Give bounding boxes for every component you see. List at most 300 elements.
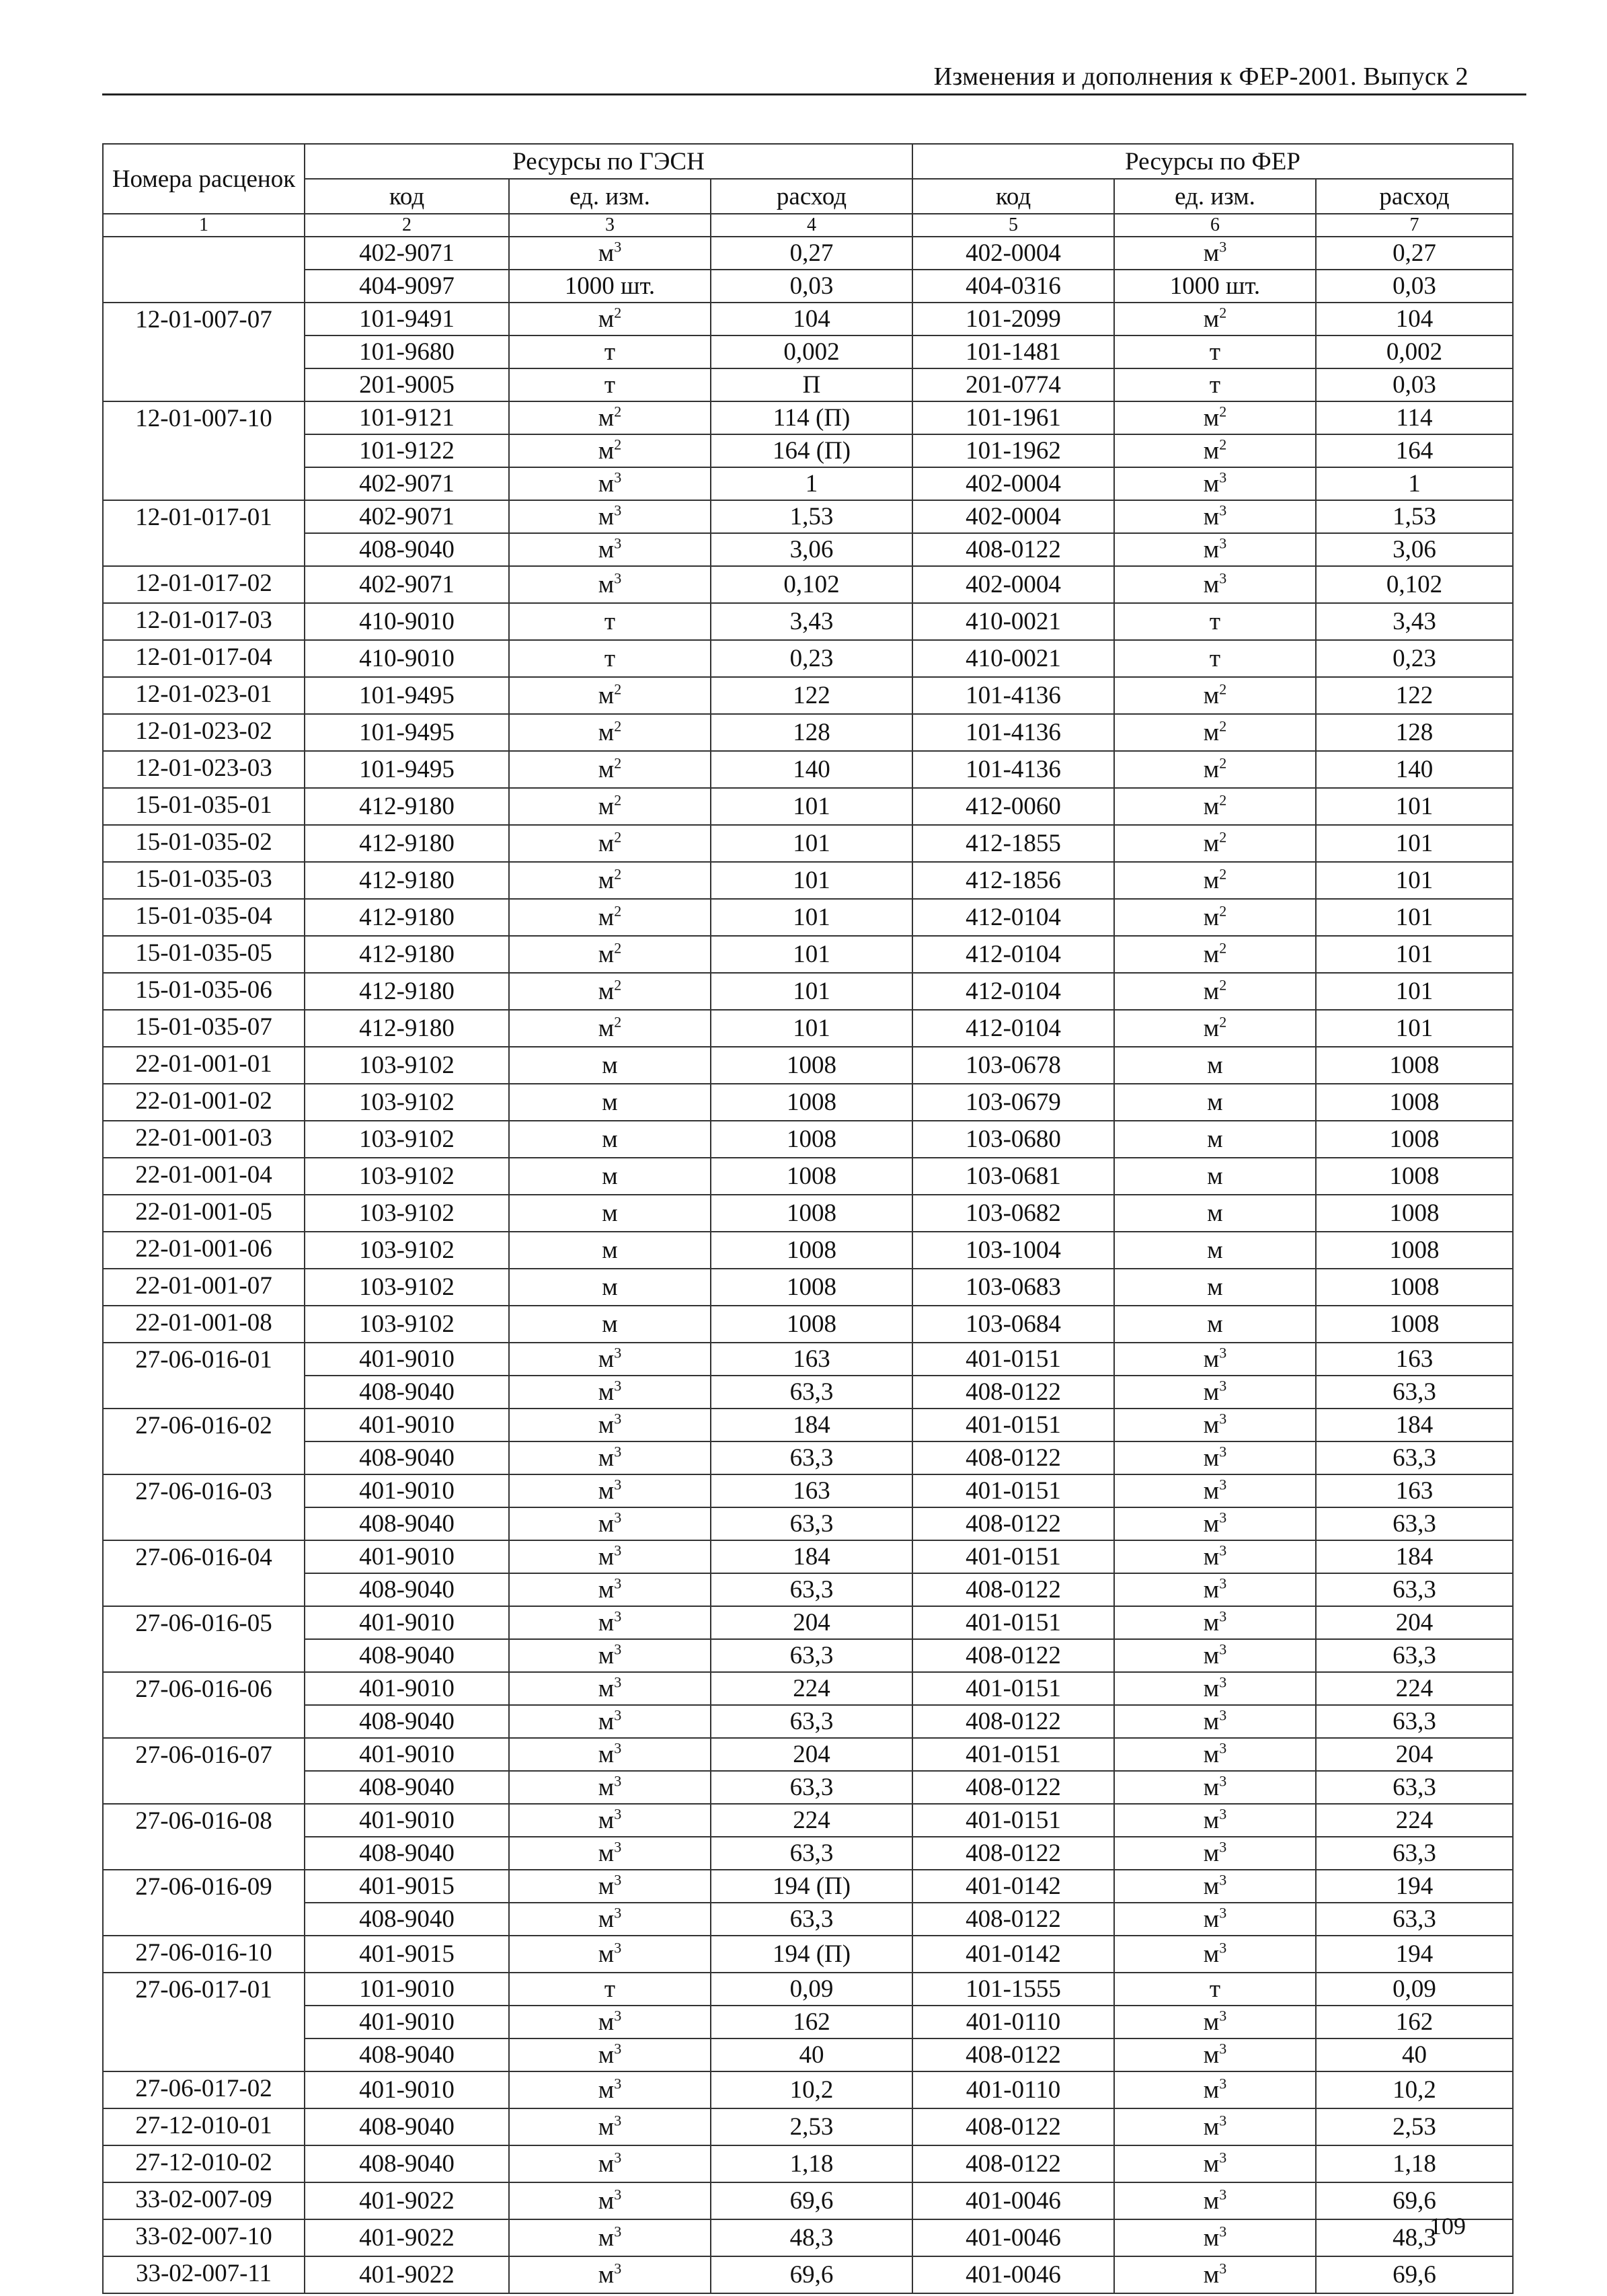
page-number: 109 <box>1429 2213 1466 2240</box>
table-row <box>103 1837 1513 1870</box>
fer-code-cell: 402-0004 <box>912 500 1114 533</box>
fer-unit-cell: $м^2$ <box>1114 401 1316 434</box>
gesn-code-cell: 408-9040 <box>305 1573 509 1606</box>
fer-code-cell: 101-4136 <box>912 714 1114 751</box>
gesn-unit-cell: $м^3$ <box>509 2108 711 2145</box>
column-header-gesn-unit: ед. изм. <box>509 179 711 214</box>
column-number: 2 <box>305 214 509 237</box>
rate-number-cell: 27-06-016-05 <box>103 1606 305 1672</box>
fer-code-cell: 103-0681 <box>912 1158 1114 1195</box>
fer-qty-cell: 40 <box>1316 2038 1513 2071</box>
fer-qty-cell: 101 <box>1316 862 1513 899</box>
rate-number-cell: 27-06-017-01 <box>103 1973 305 2071</box>
table-row <box>103 2256 1513 2293</box>
fer-qty-cell: 10,2 <box>1316 2071 1513 2108</box>
unit-exponent: 2 <box>1219 865 1227 883</box>
unit-exponent: 3 <box>1219 535 1227 552</box>
gesn-code-cell: 103-9102 <box>305 1084 509 1121</box>
fer-code-cell: 412-0104 <box>912 973 1114 1010</box>
gesn-unit-cell: 1000 шт. <box>509 270 711 303</box>
gesn-unit-cell: $м^2$ <box>509 825 711 862</box>
gesn-code-cell: 408-9040 <box>305 2108 509 2145</box>
gesn-code-cell: 412-9180 <box>305 936 509 973</box>
gesn-code-cell: 402-9071 <box>305 566 509 603</box>
gesn-code-cell: 401-9010 <box>305 2006 509 2038</box>
unit-exponent: 3 <box>1219 569 1227 587</box>
unit-exponent: 2 <box>614 304 622 321</box>
table-row <box>103 1047 1513 1084</box>
table-row <box>103 973 1513 1010</box>
unit-exponent: 3 <box>614 1939 622 1956</box>
gesn-qty-cell: 101 <box>711 788 912 825</box>
gesn-qty-cell: 3,43 <box>711 603 912 640</box>
unit-exponent: 3 <box>614 1509 622 1526</box>
gesn-qty-cell: 0,03 <box>711 270 912 303</box>
gesn-unit-cell: $м^3$ <box>509 237 711 270</box>
unit-exponent: 3 <box>1219 1344 1227 1361</box>
unit-exponent: 3 <box>614 1476 622 1493</box>
column-group-gesn: Ресурсы по ГЭСН <box>305 144 912 179</box>
gesn-code-cell: 408-9040 <box>305 1441 509 1474</box>
unit-exponent: 3 <box>614 1344 622 1361</box>
gesn-unit-cell: $м^3$ <box>509 1441 711 1474</box>
gesn-qty-cell: 0,09 <box>711 1973 912 2006</box>
fer-qty-cell: 128 <box>1316 714 1513 751</box>
fer-unit-cell: м <box>1114 1306 1316 1343</box>
gesn-unit-cell: $м^3$ <box>509 1903 711 1936</box>
fer-code-cell: 401-0142 <box>912 1936 1114 1973</box>
fer-unit-cell: $м^3$ <box>1114 2145 1316 2182</box>
gesn-code-cell: 402-9071 <box>305 467 509 500</box>
unit-exponent: 3 <box>614 1377 622 1394</box>
gesn-unit-cell: $м^2$ <box>509 1010 711 1047</box>
fer-qty-cell: 204 <box>1316 1738 1513 1771</box>
fer-unit-cell: $м^2$ <box>1114 751 1316 788</box>
unit-exponent: 2 <box>1219 680 1227 698</box>
fer-qty-cell: 1008 <box>1316 1306 1513 1343</box>
unit-exponent: 2 <box>1219 436 1227 453</box>
gesn-code-cell: 401-9010 <box>305 1606 509 1639</box>
table-row <box>103 1540 1513 1573</box>
unit-exponent: 2 <box>1219 304 1227 321</box>
unit-exponent: 3 <box>614 238 622 255</box>
gesn-qty-cell: 1008 <box>711 1269 912 1306</box>
gesn-qty-cell: 1008 <box>711 1232 912 1269</box>
fer-qty-cell: 1008 <box>1316 1121 1513 1158</box>
fer-qty-cell: 63,3 <box>1316 1639 1513 1672</box>
fer-qty-cell: 101 <box>1316 788 1513 825</box>
unit-exponent: 3 <box>1219 1739 1227 1757</box>
gesn-code-cell: 402-9071 <box>305 500 509 533</box>
fer-code-cell: 408-0122 <box>912 2145 1114 2182</box>
gesn-unit-cell: м <box>509 1158 711 1195</box>
fer-unit-cell: $м^3$ <box>1114 1573 1316 1606</box>
unit-exponent: 2 <box>614 436 622 453</box>
column-number: 6 <box>1114 214 1316 237</box>
table-row <box>103 1672 1513 1705</box>
gesn-unit-cell: $м^2$ <box>509 677 711 714</box>
gesn-code-cell: 408-9040 <box>305 2145 509 2182</box>
gesn-code-cell: 101-9121 <box>305 401 509 434</box>
gesn-unit-cell: $м^3$ <box>509 533 711 566</box>
fer-unit-cell: $м^3$ <box>1114 566 1316 603</box>
gesn-unit-cell: т <box>509 335 711 368</box>
gesn-code-cell: 408-9040 <box>305 1376 509 1409</box>
fer-qty-cell: 0,27 <box>1316 237 1513 270</box>
gesn-unit-cell: $м^3$ <box>509 1936 711 1973</box>
unit-exponent: 3 <box>1219 1509 1227 1526</box>
gesn-qty-cell: 101 <box>711 825 912 862</box>
rate-number-cell: 33-02-007-10 <box>103 2219 305 2256</box>
unit-exponent: 3 <box>614 1772 622 1790</box>
gesn-qty-cell: 63,3 <box>711 1903 912 1936</box>
gesn-qty-cell: 1008 <box>711 1084 912 1121</box>
fer-unit-cell: т <box>1114 640 1316 677</box>
fer-unit-cell: $м^3$ <box>1114 1606 1316 1639</box>
gesn-qty-cell: 101 <box>711 862 912 899</box>
unit-exponent: 3 <box>1219 1476 1227 1493</box>
gesn-qty-cell: 101 <box>711 1010 912 1047</box>
fer-code-cell: 103-0679 <box>912 1084 1114 1121</box>
fer-code-cell: 101-1481 <box>912 335 1114 368</box>
gesn-qty-cell: 204 <box>711 1738 912 1771</box>
fer-qty-cell: 63,3 <box>1316 1441 1513 1474</box>
rate-number-cell: 15-01-035-01 <box>103 788 305 825</box>
fer-code-cell: 408-0122 <box>912 533 1114 566</box>
table-row <box>103 788 1513 825</box>
unit-exponent: 2 <box>614 791 622 809</box>
unit-exponent: 3 <box>614 2040 622 2057</box>
gesn-qty-cell: 63,3 <box>711 1507 912 1540</box>
rate-number-cell: 15-01-035-04 <box>103 899 305 936</box>
unit-exponent: 2 <box>1219 791 1227 809</box>
gesn-qty-cell: 1008 <box>711 1306 912 1343</box>
gesn-unit-cell: $м^3$ <box>509 2256 711 2293</box>
fer-unit-cell: м <box>1114 1084 1316 1121</box>
fer-code-cell: 412-0104 <box>912 1010 1114 1047</box>
rate-number-cell: 15-01-035-02 <box>103 825 305 862</box>
fer-code-cell: 103-0684 <box>912 1306 1114 1343</box>
gesn-unit-cell: $м^3$ <box>509 1376 711 1409</box>
column-number: 1 <box>103 214 305 237</box>
gesn-qty-cell: 1008 <box>711 1121 912 1158</box>
fer-unit-cell: $м^3$ <box>1114 1738 1316 1771</box>
column-header-fer-qty: расход <box>1316 179 1513 214</box>
gesn-qty-cell: 1,18 <box>711 2145 912 2182</box>
fer-code-cell: 402-0004 <box>912 566 1114 603</box>
table-row <box>103 1474 1513 1507</box>
fer-unit-cell: $м^3$ <box>1114 2038 1316 2071</box>
rate-number-cell: 27-06-016-08 <box>103 1804 305 1870</box>
fer-unit-cell: $м^3$ <box>1114 500 1316 533</box>
unit-exponent: 2 <box>614 680 622 698</box>
gesn-unit-cell: $м^3$ <box>509 1606 711 1639</box>
gesn-code-cell: 412-9180 <box>305 825 509 862</box>
rate-number-cell <box>103 237 305 303</box>
fer-qty-cell: 101 <box>1316 936 1513 973</box>
gesn-unit-cell: $м^2$ <box>509 751 711 788</box>
gesn-unit-cell: м <box>509 1084 711 1121</box>
gesn-qty-cell: 114 (П) <box>711 401 912 434</box>
fer-qty-cell: 1008 <box>1316 1158 1513 1195</box>
table-row <box>103 2145 1513 2182</box>
gesn-code-cell: 408-9040 <box>305 1507 509 1540</box>
gesn-unit-cell: $м^2$ <box>509 862 711 899</box>
gesn-qty-cell: 224 <box>711 1672 912 1705</box>
unit-exponent: 3 <box>1219 2186 1227 2203</box>
fer-unit-cell: $м^3$ <box>1114 1837 1316 1870</box>
fer-qty-cell: 1008 <box>1316 1269 1513 1306</box>
unit-exponent: 3 <box>1219 1673 1227 1691</box>
unit-exponent: 2 <box>1219 403 1227 420</box>
fer-unit-cell: т <box>1114 1973 1316 2006</box>
unit-exponent: 3 <box>614 2260 622 2277</box>
column-group-fer: Ресурсы по ФЕР <box>912 144 1513 179</box>
table-row <box>103 1121 1513 1158</box>
gesn-qty-cell: 69,6 <box>711 2182 912 2219</box>
gesn-unit-cell: $м^3$ <box>509 1474 711 1507</box>
fer-qty-cell: 162 <box>1316 2006 1513 2038</box>
column-number: 7 <box>1316 214 1513 237</box>
gesn-code-cell: 408-9040 <box>305 1771 509 1804</box>
fer-qty-cell: 184 <box>1316 1409 1513 1441</box>
gesn-qty-cell: 69,6 <box>711 2256 912 2293</box>
gesn-unit-cell: м <box>509 1269 711 1306</box>
fer-unit-cell: $м^3$ <box>1114 1771 1316 1804</box>
gesn-qty-cell: 63,3 <box>711 1441 912 1474</box>
rate-number-cell: 33-02-007-09 <box>103 2182 305 2219</box>
gesn-code-cell: 402-9071 <box>305 237 509 270</box>
rate-number-cell: 12-01-017-01 <box>103 500 305 566</box>
fer-qty-cell: 1 <box>1316 467 1513 500</box>
rate-number-cell: 22-01-001-04 <box>103 1158 305 1195</box>
table-row <box>103 1507 1513 1540</box>
fer-code-cell: 101-1555 <box>912 1973 1114 2006</box>
rate-number-cell: 27-06-017-02 <box>103 2071 305 2108</box>
unit-exponent: 2 <box>614 939 622 957</box>
rate-number-cell: 12-01-023-02 <box>103 714 305 751</box>
table-row <box>103 434 1513 467</box>
fer-code-cell: 412-1855 <box>912 825 1114 862</box>
rate-number-cell: 33-02-007-11 <box>103 2256 305 2293</box>
fer-code-cell: 401-0151 <box>912 1474 1114 1507</box>
unit-exponent: 3 <box>1219 2149 1227 2166</box>
gesn-qty-cell: 194 (П) <box>711 1870 912 1903</box>
fer-qty-cell: 194 <box>1316 1936 1513 1973</box>
table-row <box>103 401 1513 434</box>
fer-code-cell: 101-1962 <box>912 434 1114 467</box>
gesn-qty-cell: 163 <box>711 1474 912 1507</box>
gesn-unit-cell: $м^3$ <box>509 2182 711 2219</box>
unit-exponent: 3 <box>614 1640 622 1658</box>
fer-qty-cell: 63,3 <box>1316 1573 1513 1606</box>
fer-unit-cell: $м^3$ <box>1114 1540 1316 1573</box>
gesn-code-cell: 401-9015 <box>305 1936 509 1973</box>
gesn-qty-cell: 63,3 <box>711 1837 912 1870</box>
table-row <box>103 237 1513 270</box>
unit-exponent: 3 <box>1219 2112 1227 2129</box>
table-body <box>103 237 1513 2293</box>
gesn-unit-cell: м <box>509 1121 711 1158</box>
fer-qty-cell: 224 <box>1316 1672 1513 1705</box>
unit-exponent: 3 <box>1219 1608 1227 1625</box>
rate-number-cell: 15-01-035-07 <box>103 1010 305 1047</box>
fer-unit-cell: $м^2$ <box>1114 973 1316 1010</box>
gesn-unit-cell: м <box>509 1232 711 1269</box>
gesn-unit-cell: $м^3$ <box>509 1771 711 1804</box>
table-row <box>103 862 1513 899</box>
table-row <box>103 1738 1513 1771</box>
fer-qty-cell: 63,3 <box>1316 1771 1513 1804</box>
table-row <box>103 1343 1513 1376</box>
fer-qty-cell: 3,06 <box>1316 533 1513 566</box>
fer-code-cell: 101-4136 <box>912 677 1114 714</box>
gesn-code-cell: 412-9180 <box>305 862 509 899</box>
rate-number-cell: 27-06-016-07 <box>103 1738 305 1804</box>
fer-qty-cell: 1,18 <box>1316 2145 1513 2182</box>
fer-code-cell: 103-0678 <box>912 1047 1114 1084</box>
table-row <box>103 603 1513 640</box>
fer-code-cell: 103-0682 <box>912 1195 1114 1232</box>
fer-qty-cell: 1008 <box>1316 1195 1513 1232</box>
fer-code-cell: 103-0683 <box>912 1269 1114 1306</box>
fer-code-cell: 412-0104 <box>912 899 1114 936</box>
gesn-unit-cell: $м^3$ <box>509 2071 711 2108</box>
unit-exponent: 2 <box>614 754 622 772</box>
fer-code-cell: 101-2099 <box>912 303 1114 335</box>
gesn-code-cell: 101-9680 <box>305 335 509 368</box>
column-header-fer-unit: ед. изм. <box>1114 179 1316 214</box>
unit-exponent: 2 <box>1219 902 1227 920</box>
gesn-qty-cell: 104 <box>711 303 912 335</box>
column-number: 4 <box>711 214 912 237</box>
fer-code-cell: 401-0046 <box>912 2256 1114 2293</box>
unit-exponent: 2 <box>1219 939 1227 957</box>
gesn-qty-cell: П <box>711 368 912 401</box>
gesn-qty-cell: 3,06 <box>711 533 912 566</box>
gesn-qty-cell: 63,3 <box>711 1639 912 1672</box>
fer-qty-cell: 48,3 <box>1316 2219 1513 2256</box>
fer-code-cell: 408-0122 <box>912 1376 1114 1409</box>
gesn-unit-cell: $м^3$ <box>509 500 711 533</box>
fer-code-cell: 401-0046 <box>912 2219 1114 2256</box>
table-row <box>103 1084 1513 1121</box>
fer-unit-cell: $м^2$ <box>1114 862 1316 899</box>
table-row <box>103 1376 1513 1409</box>
fer-code-cell: 401-0142 <box>912 1870 1114 1903</box>
gesn-qty-cell: 1008 <box>711 1195 912 1232</box>
gesn-unit-cell: $м^2$ <box>509 899 711 936</box>
fer-unit-cell: $м^3$ <box>1114 1639 1316 1672</box>
unit-exponent: 3 <box>614 1575 622 1592</box>
table-row <box>103 1010 1513 1047</box>
gesn-code-cell: 408-9040 <box>305 1639 509 1672</box>
fer-qty-cell: 101 <box>1316 1010 1513 1047</box>
unit-exponent: 3 <box>1219 1443 1227 1460</box>
gesn-code-cell: 412-9180 <box>305 1010 509 1047</box>
gesn-unit-cell: $м^3$ <box>509 467 711 500</box>
fer-qty-cell: 101 <box>1316 973 1513 1010</box>
fer-qty-cell: 69,6 <box>1316 2182 1513 2219</box>
gesn-qty-cell: 0,27 <box>711 237 912 270</box>
fer-qty-cell: 3,43 <box>1316 603 1513 640</box>
rate-number-cell: 22-01-001-03 <box>103 1121 305 1158</box>
table-row <box>103 1573 1513 1606</box>
unit-exponent: 3 <box>1219 1939 1227 1956</box>
column-header-fer-code: код <box>912 179 1114 214</box>
unit-exponent: 3 <box>1219 469 1227 486</box>
gesn-unit-cell: $м^2$ <box>509 973 711 1010</box>
unit-exponent: 2 <box>614 976 622 994</box>
gesn-code-cell: 103-9102 <box>305 1195 509 1232</box>
gesn-qty-cell: 10,2 <box>711 2071 912 2108</box>
gesn-qty-cell: 63,3 <box>711 1705 912 1738</box>
gesn-qty-cell: 122 <box>711 677 912 714</box>
gesn-unit-cell: $м^2$ <box>509 303 711 335</box>
gesn-unit-cell: $м^2$ <box>509 401 711 434</box>
gesn-unit-cell: $м^3$ <box>509 2006 711 2038</box>
rate-number-cell: 27-12-010-02 <box>103 2145 305 2182</box>
fer-unit-cell: м <box>1114 1195 1316 1232</box>
unit-exponent: 3 <box>614 1443 622 1460</box>
rate-number-cell: 27-12-010-01 <box>103 2108 305 2145</box>
rate-number-cell: 15-01-035-05 <box>103 936 305 973</box>
gesn-code-cell: 103-9102 <box>305 1306 509 1343</box>
gesn-qty-cell: 48,3 <box>711 2219 912 2256</box>
fer-code-cell: 408-0122 <box>912 1441 1114 1474</box>
unit-exponent: 2 <box>614 865 622 883</box>
fer-qty-cell: 163 <box>1316 1474 1513 1507</box>
gesn-qty-cell: 184 <box>711 1540 912 1573</box>
unit-exponent: 3 <box>614 1542 622 1559</box>
unit-exponent: 3 <box>1219 1410 1227 1427</box>
rate-number-cell: 22-01-001-02 <box>103 1084 305 1121</box>
fer-code-cell: 101-1961 <box>912 401 1114 434</box>
table-row <box>103 1771 1513 1804</box>
unit-exponent: 2 <box>614 717 622 735</box>
fer-qty-cell: 0,23 <box>1316 640 1513 677</box>
gesn-qty-cell: 101 <box>711 973 912 1010</box>
rate-number-cell: 12-01-023-03 <box>103 751 305 788</box>
table-row <box>103 936 1513 973</box>
fer-code-cell: 401-0151 <box>912 1804 1114 1837</box>
fer-qty-cell: 104 <box>1316 303 1513 335</box>
gesn-code-cell: 408-9040 <box>305 1903 509 1936</box>
fer-unit-cell: $м^2$ <box>1114 899 1316 936</box>
fer-unit-cell: т <box>1114 368 1316 401</box>
table-row <box>103 714 1513 751</box>
gesn-unit-cell: м <box>509 1047 711 1084</box>
table-row <box>103 1409 1513 1441</box>
fer-code-cell: 408-0122 <box>912 1507 1114 1540</box>
unit-exponent: 3 <box>1219 1772 1227 1790</box>
rate-number-cell: 22-01-001-06 <box>103 1232 305 1269</box>
gesn-qty-cell: 184 <box>711 1409 912 1441</box>
fer-qty-cell: 101 <box>1316 825 1513 862</box>
fer-unit-cell: $м^2$ <box>1114 1010 1316 1047</box>
fer-code-cell: 408-0122 <box>912 1903 1114 1936</box>
fer-qty-cell: 63,3 <box>1316 1376 1513 1409</box>
gesn-unit-cell: $м^3$ <box>509 1409 711 1441</box>
gesn-code-cell: 401-9022 <box>305 2219 509 2256</box>
gesn-unit-cell: $м^3$ <box>509 2038 711 2071</box>
gesn-code-cell: 401-9010 <box>305 1409 509 1441</box>
rate-number-cell: 12-01-017-02 <box>103 566 305 603</box>
fer-unit-cell: $м^3$ <box>1114 1474 1316 1507</box>
gesn-qty-cell: 204 <box>711 1606 912 1639</box>
gesn-unit-cell: т <box>509 603 711 640</box>
rate-number-cell: 15-01-035-06 <box>103 973 305 1010</box>
